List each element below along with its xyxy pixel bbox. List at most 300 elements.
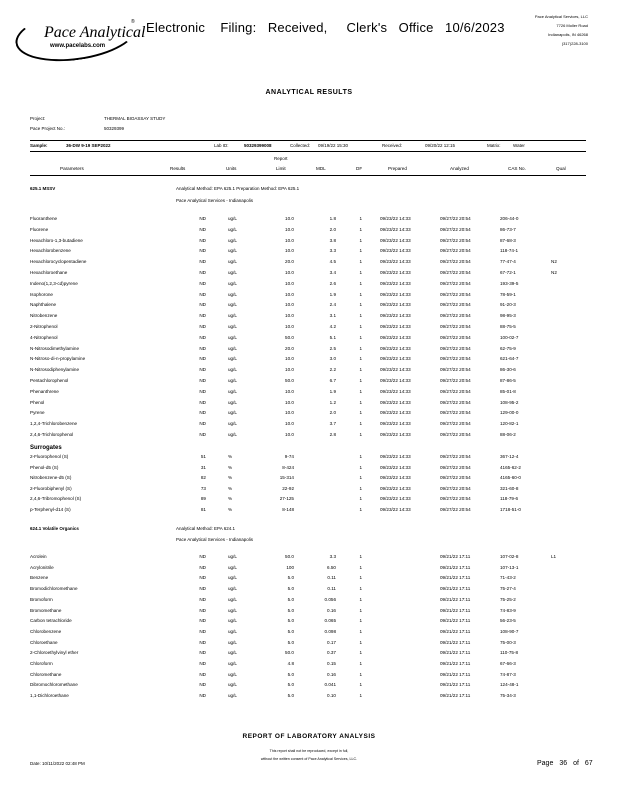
cas-cell: 367-12-4 — [500, 454, 519, 459]
mdl-cell: 3.3 — [329, 554, 336, 559]
mdl-cell: 6.7 — [329, 378, 336, 383]
analyzed-cell: 09/27/22 20:54 — [440, 421, 471, 427]
limit-cell: 5.0 — [287, 671, 294, 677]
result-cell: ND — [199, 596, 206, 602]
df-cell: 1 — [359, 378, 362, 383]
limit-cell: 10.0 — [285, 356, 294, 362]
analyzed-cell: 09/27/22 20:54 — [440, 399, 471, 405]
mdl-cell: 2.8 — [329, 432, 336, 437]
col-parameters: Parameters — [60, 166, 84, 171]
analyzed-cell: 09/27/22 20:54 — [440, 388, 471, 394]
units-cell: % — [228, 475, 233, 480]
result-cell: ND — [199, 216, 206, 221]
limit-cell: 5.0 — [287, 682, 294, 688]
table-row — [0, 246, 618, 255]
analyzed-cell: 09/27/22 20:54 — [440, 356, 471, 362]
parameter-cell: 2-Nitrophenol — [30, 324, 58, 329]
result-cell: ND — [199, 388, 206, 394]
result-cell: ND — [199, 259, 206, 265]
table-row — [0, 505, 618, 514]
mdl-cell: 2.5 — [329, 345, 336, 351]
logo-trademark: ® — [131, 19, 135, 25]
units-cell: ug/L — [228, 661, 237, 666]
address-line: Pace Analytical Services, LLC — [534, 14, 588, 19]
cas-cell: 108-90-7 — [500, 628, 519, 634]
mdl-cell: 1.9 — [329, 388, 336, 394]
cas-cell: 88-75-5 — [500, 324, 516, 329]
parameter-cell: 2,4,6-Tribromophenol (S) — [30, 496, 82, 501]
analyzed-cell: 09/21/22 17:11 — [440, 661, 471, 666]
df-cell: 1 — [359, 345, 362, 351]
col-prepared: Prepared — [388, 166, 407, 171]
df-cell: 1 — [359, 324, 362, 329]
cas-cell: 77-47-4 — [500, 259, 516, 265]
mdl-cell: 0.16 — [327, 607, 336, 613]
units-cell: % — [228, 496, 233, 501]
cas-cell: 75-25-2 — [500, 596, 516, 602]
limit-cell: 10.0 — [285, 237, 294, 243]
analyzed-cell: 09/27/22 20:54 — [440, 432, 471, 437]
table-row — [0, 680, 618, 689]
result-cell: 89 — [200, 496, 206, 501]
result-cell: ND — [199, 693, 206, 699]
units-cell: ug/L — [228, 586, 237, 592]
qual-cell: N2 — [551, 270, 557, 275]
cas-cell: 110-75-8 — [500, 650, 519, 656]
cas-cell: 107-13-1 — [500, 564, 519, 570]
units-cell: ug/L — [228, 345, 237, 351]
analyzed-cell: 09/27/22 20:54 — [440, 226, 471, 232]
result-cell: 73 — [200, 485, 206, 491]
table-row — [0, 279, 618, 288]
page-of: of — [573, 760, 579, 767]
cas-cell: 91-20-3 — [500, 302, 516, 308]
col-qual: Qual — [556, 166, 566, 171]
analyzed-cell: 09/21/22 17:11 — [440, 554, 471, 559]
df-cell: 1 — [359, 226, 362, 232]
df-cell: 1 — [359, 628, 362, 634]
limit-cell: 50.0 — [285, 334, 294, 340]
collected-value: 09/19/22 15:30 — [318, 143, 349, 148]
table-row — [0, 584, 618, 593]
analyzed-cell: 09/21/22 17:11 — [440, 639, 471, 645]
address-line: Indianapolis, IN 46268 — [548, 32, 588, 37]
df-cell: 1 — [359, 454, 362, 459]
prepared-cell: 09/23/22 14:33 — [380, 388, 411, 394]
parameter-cell: Naphthalene — [30, 302, 57, 308]
units-cell: ug/L — [228, 618, 237, 624]
received-value: 09/20/22 12:15 — [425, 143, 456, 148]
analyzed-cell: 09/27/22 20:54 — [440, 454, 471, 459]
analyzed-cell: 09/27/22 20:54 — [440, 270, 471, 275]
prepared-cell: 09/23/22 14:33 — [380, 410, 411, 416]
table-row — [0, 365, 618, 374]
units-cell: ug/L — [228, 682, 237, 688]
cas-cell: 124-48-1 — [500, 682, 519, 688]
analyzed-cell: 09/27/22 20:54 — [440, 410, 471, 416]
analyzed-cell: 09/21/22 17:11 — [440, 671, 471, 677]
table-row — [0, 322, 618, 331]
parameter-cell: Phenol — [30, 399, 45, 405]
analyzed-cell: 09/27/22 20:54 — [440, 237, 471, 243]
prepared-cell: 09/23/22 14:33 — [380, 475, 411, 480]
table-row — [0, 691, 618, 700]
parameter-cell: Chloroethane — [30, 639, 58, 645]
cas-cell: 108-95-2 — [500, 399, 519, 405]
analyzed-cell: 09/21/22 17:11 — [440, 682, 471, 688]
lab-id-label: Lab ID: — [214, 143, 229, 148]
units-cell: ug/L — [228, 226, 237, 232]
mdl-cell: 0.11 — [327, 586, 336, 592]
mdl-cell: 2.0 — [329, 226, 336, 232]
prepared-cell: 09/23/22 14:33 — [380, 432, 411, 437]
cas-cell: 74-83-9 — [500, 607, 516, 613]
analyzed-cell: 09/21/22 17:11 — [440, 607, 471, 613]
result-cell: 31 — [200, 464, 206, 470]
units-cell: ug/L — [228, 313, 237, 319]
df-cell: 1 — [359, 650, 362, 656]
mdl-cell: 1.2 — [329, 399, 336, 405]
df-cell: 1 — [359, 496, 362, 501]
result-cell: ND — [199, 682, 206, 688]
analyzed-cell: 09/21/22 17:11 — [440, 618, 471, 624]
analyzed-cell: 09/27/22 20:54 — [440, 367, 471, 373]
col-limit-top: Report — [274, 156, 288, 161]
limit-cell: 5.0 — [287, 586, 294, 592]
cas-cell: 193-39-5 — [500, 280, 519, 286]
col-mdl: MDL — [316, 166, 326, 171]
units-cell: ug/L — [228, 432, 237, 437]
table-row — [0, 311, 618, 320]
analyzed-cell: 09/27/22 20:54 — [440, 485, 471, 491]
prepared-cell: 09/23/22 14:33 — [380, 259, 411, 265]
mdl-cell: 2.4 — [329, 302, 336, 308]
mdl-cell: 0.098 — [324, 628, 336, 634]
limit-cell: 20.0 — [285, 345, 294, 351]
parameter-cell: Chloromethane — [30, 671, 62, 677]
parameter-cell: Pyrene — [30, 410, 45, 416]
limit-cell: 10.0 — [285, 324, 294, 329]
analyzed-cell: 09/27/22 20:54 — [440, 216, 471, 221]
parameter-cell: Benzene — [30, 575, 49, 581]
parameter-cell: Pentachlorophenol — [30, 378, 69, 383]
result-cell: ND — [199, 356, 206, 362]
result-cell: ND — [199, 671, 206, 677]
units-cell: ug/L — [228, 554, 237, 559]
df-cell: 1 — [359, 248, 362, 254]
parameter-cell: 2-Chloroethylvinyl ether — [30, 650, 79, 656]
table-row — [0, 606, 618, 615]
cas-cell: 67-66-3 — [500, 661, 516, 666]
table-row — [0, 376, 618, 385]
table-row — [0, 648, 618, 657]
units-cell: % — [228, 454, 233, 459]
mdl-cell: 3.0 — [329, 356, 336, 362]
parameter-cell: 4-Nitrophenol — [30, 334, 58, 340]
mdl-cell: 2.6 — [329, 280, 336, 286]
result-cell: ND — [199, 237, 206, 243]
df-cell: 1 — [359, 237, 362, 243]
df-cell: 1 — [359, 291, 362, 297]
mdl-cell: 2.2 — [329, 367, 336, 373]
table-row — [0, 473, 618, 482]
mdl-cell: 0.056 — [324, 596, 336, 602]
df-cell: 1 — [359, 596, 362, 602]
limit-cell: 9-74 — [284, 454, 294, 459]
parameter-cell: Carbon tetrachloride — [30, 618, 72, 624]
logo: Pace Analytical — [44, 24, 146, 41]
page-label: Page — [537, 760, 554, 767]
df-cell: 1 — [359, 475, 362, 480]
df-cell: 1 — [359, 432, 362, 437]
result-cell: ND — [199, 650, 206, 656]
sample-value: 36-DW 9-19 SEP2022 — [66, 143, 111, 148]
units-cell: ug/L — [228, 628, 237, 634]
analyzed-cell: 09/27/22 20:54 — [440, 345, 471, 351]
mdl-cell: 0.15 — [327, 661, 336, 666]
df-cell: 1 — [359, 259, 362, 265]
logo-url: www.pacelabs.com — [50, 43, 106, 49]
df-cell: 1 — [359, 367, 362, 373]
units-cell: % — [228, 485, 233, 491]
limit-cell: 100 — [286, 564, 294, 570]
lab-address — [535, 12, 588, 48]
result-cell: ND — [199, 607, 206, 613]
units-cell: % — [228, 464, 233, 470]
col-cas: CAS No. — [508, 166, 526, 171]
analyzed-cell: 09/27/22 20:54 — [440, 302, 471, 308]
parameter-cell: Fluorene — [30, 226, 49, 232]
cas-cell: 78-59-1 — [500, 291, 516, 297]
mdl-cell: 3.4 — [329, 270, 336, 275]
result-cell: ND — [199, 661, 206, 666]
parameter-cell: Phenanthrene — [30, 388, 59, 394]
table-row — [0, 627, 618, 636]
limit-cell: 10.0 — [285, 432, 294, 437]
mdl-cell: 5.1 — [329, 334, 336, 340]
cas-cell: 67-72-1 — [500, 270, 516, 275]
units-cell: ug/L — [228, 248, 237, 254]
result-cell: ND — [199, 248, 206, 254]
analyzed-cell: 09/27/22 20:54 — [440, 496, 471, 501]
df-cell: 1 — [359, 671, 362, 677]
cas-cell: 74-87-3 — [500, 671, 516, 677]
parameter-cell: 1,2,4-Trichlorobenzene — [30, 421, 78, 427]
units-cell: ug/L — [228, 324, 237, 329]
address-line: (317)228-3100 — [561, 41, 588, 46]
mdl-cell: 0.11 — [327, 575, 336, 581]
df-cell: 1 — [359, 356, 362, 362]
parameter-cell: Nitrobenzene — [30, 313, 58, 319]
limit-cell: 8-148 — [282, 506, 294, 512]
col-analyzed: Analyzed — [450, 166, 469, 171]
mdl-cell: 1.8 — [329, 216, 336, 221]
limit-cell: 5.0 — [287, 639, 294, 645]
table-row — [0, 563, 618, 572]
table-row — [0, 300, 618, 309]
table-row — [0, 333, 618, 342]
result-cell: ND — [199, 432, 206, 437]
page-number: 36 — [559, 760, 568, 767]
parameter-cell: Isophorone — [30, 291, 53, 297]
table-row — [0, 638, 618, 647]
limit-cell: 10.0 — [285, 410, 294, 416]
df-cell: 1 — [359, 564, 362, 570]
table-row — [0, 225, 618, 234]
cas-cell: 100-02-7 — [500, 334, 519, 340]
col-limit-bottom: Limit — [276, 166, 286, 171]
df-cell: 1 — [359, 399, 362, 405]
parameter-cell: N-Nitroso-di-n-propylamine — [30, 356, 86, 362]
section-method: Analytical Method: EPA 625.1 Preparation Method: EPA 625.1 — [176, 186, 300, 191]
df-cell: 1 — [359, 216, 362, 221]
analyzed-cell: 09/21/22 17:11 — [440, 628, 471, 634]
section-lab: Pace Analytical Services - Indianapolis — [176, 198, 254, 203]
prepared-cell: 09/23/22 14:33 — [380, 248, 411, 254]
result-cell: ND — [199, 618, 206, 624]
prepared-cell: 09/23/22 14:33 — [380, 324, 411, 329]
address-line: 7726 Moller Road — [556, 23, 588, 28]
units-cell: ug/L — [228, 650, 237, 656]
limit-cell: 5.0 — [287, 618, 294, 624]
df-cell: 1 — [359, 575, 362, 581]
limit-cell: 5.0 — [287, 607, 294, 613]
result-cell: ND — [199, 302, 206, 308]
units-cell: ug/L — [228, 639, 237, 645]
prepared-cell: 09/23/22 14:33 — [380, 421, 411, 427]
cas-cell: 87-68-3 — [500, 237, 516, 243]
col-units: Units — [226, 166, 237, 171]
cas-cell: 71-43-2 — [500, 575, 516, 581]
df-cell: 1 — [359, 682, 362, 688]
table-row — [0, 398, 618, 407]
units-cell: ug/L — [228, 259, 237, 265]
limit-cell: 20.0 — [285, 259, 294, 265]
units-cell: ug/L — [228, 564, 237, 570]
prepared-cell: 09/23/22 14:33 — [380, 454, 411, 459]
df-cell: 1 — [359, 464, 362, 470]
units-cell: ug/L — [228, 399, 237, 405]
mdl-cell: 0.16 — [327, 671, 336, 677]
parameter-cell: N-Nitrosodimethylamine — [30, 345, 80, 351]
notice-line: This report shall not be reproduced, except in full, — [269, 749, 349, 753]
units-cell: ug/L — [228, 607, 237, 613]
divider — [30, 140, 586, 141]
analyzed-cell: 09/27/22 20:54 — [440, 475, 471, 480]
df-cell: 1 — [359, 607, 362, 613]
df-cell: 1 — [359, 270, 362, 275]
lab-id-value: 50329399008 — [244, 143, 272, 148]
qual-cell: L1 — [551, 554, 557, 559]
divider — [30, 151, 586, 152]
prepared-cell: 09/23/22 14:33 — [380, 378, 411, 383]
mdl-cell: 0.17 — [327, 639, 336, 645]
table-row — [0, 354, 618, 363]
units-cell: ug/L — [228, 270, 237, 275]
sample-label: Sample: — [30, 143, 48, 148]
limit-cell: 15-314 — [279, 475, 294, 480]
mdl-cell: 0.37 — [327, 650, 336, 656]
units-cell: ug/L — [228, 356, 237, 362]
limit-cell: 10.0 — [285, 302, 294, 308]
page-title: ANALYTICAL RESULTS — [265, 89, 353, 96]
table-row — [0, 387, 618, 396]
table-row — [0, 408, 618, 417]
limit-cell: 10.0 — [285, 280, 294, 286]
limit-cell: 10.0 — [285, 399, 294, 405]
units-cell: ug/L — [228, 410, 237, 416]
result-cell: 82 — [200, 475, 206, 480]
limit-cell: 10.0 — [285, 216, 294, 221]
limit-cell: 50.0 — [285, 554, 294, 559]
mdl-cell: 6.50 — [327, 564, 336, 570]
parameter-cell: 2-Fluorobiphenyl (S) — [30, 485, 72, 491]
result-cell: ND — [199, 564, 206, 570]
pace-project-value: 50329399 — [104, 126, 125, 131]
parameter-cell: Chloroform — [30, 661, 53, 666]
units-cell: ug/L — [228, 671, 237, 677]
cas-cell: 621-64-7 — [500, 356, 519, 362]
column-header-row — [0, 164, 618, 173]
parameter-cell: Acrolein — [30, 554, 47, 559]
units-cell: ug/L — [228, 421, 237, 427]
limit-cell: 4.8 — [287, 661, 294, 666]
result-cell: ND — [199, 291, 206, 297]
section-name: 624.1 Volatile Organics — [30, 526, 79, 531]
table-row — [0, 670, 618, 679]
limit-cell: 22-92 — [282, 485, 294, 491]
table-row — [0, 552, 618, 561]
project-label: Project: — [30, 116, 46, 121]
cas-cell: 129-00-0 — [500, 410, 519, 416]
mdl-cell: 4.2 — [329, 324, 336, 329]
cas-cell: 85-01-8 — [500, 388, 516, 394]
limit-cell: 10.0 — [285, 270, 294, 275]
result-cell: ND — [199, 226, 206, 232]
analyzed-cell: 09/21/22 17:11 — [440, 586, 471, 592]
prepared-cell: 09/23/22 14:33 — [380, 226, 411, 232]
df-cell: 1 — [359, 693, 362, 699]
cas-cell: 86-30-6 — [500, 367, 516, 373]
limit-cell: 10.0 — [285, 388, 294, 394]
limit-cell: 10.0 — [285, 421, 294, 427]
prepared-cell: 09/23/22 14:33 — [380, 334, 411, 340]
parameter-cell: Hexachlorobenzene — [30, 248, 71, 254]
col-df: DF — [356, 166, 363, 171]
result-cell: ND — [199, 324, 206, 329]
analyzed-cell: 09/27/22 20:54 — [440, 334, 471, 340]
prepared-cell: 09/23/22 14:33 — [380, 496, 411, 501]
prepared-cell: 09/23/22 14:33 — [380, 464, 411, 470]
mdl-cell: 4.5 — [329, 259, 336, 265]
table-row — [0, 452, 618, 461]
prepared-cell: 09/23/22 14:33 — [380, 280, 411, 286]
prepared-cell: 09/23/22 14:33 — [380, 356, 411, 362]
units-cell: ug/L — [228, 575, 237, 581]
result-cell: ND — [199, 554, 206, 559]
analyzed-cell: 09/27/22 20:54 — [440, 313, 471, 319]
parameter-cell: Acrylonitrile — [30, 564, 54, 570]
limit-cell: 8-424 — [282, 464, 294, 470]
cas-cell: 4165-62-2 — [500, 464, 521, 470]
result-cell: ND — [199, 334, 206, 340]
surrogates-heading: Surrogates — [30, 445, 62, 451]
units-cell: ug/L — [228, 693, 237, 699]
limit-cell: 5.0 — [287, 575, 294, 581]
section-name: 625.1 MSSV — [30, 186, 56, 191]
parameter-cell: 2-Fluorophenol (S) — [30, 454, 69, 459]
limit-cell: 5.0 — [287, 628, 294, 634]
